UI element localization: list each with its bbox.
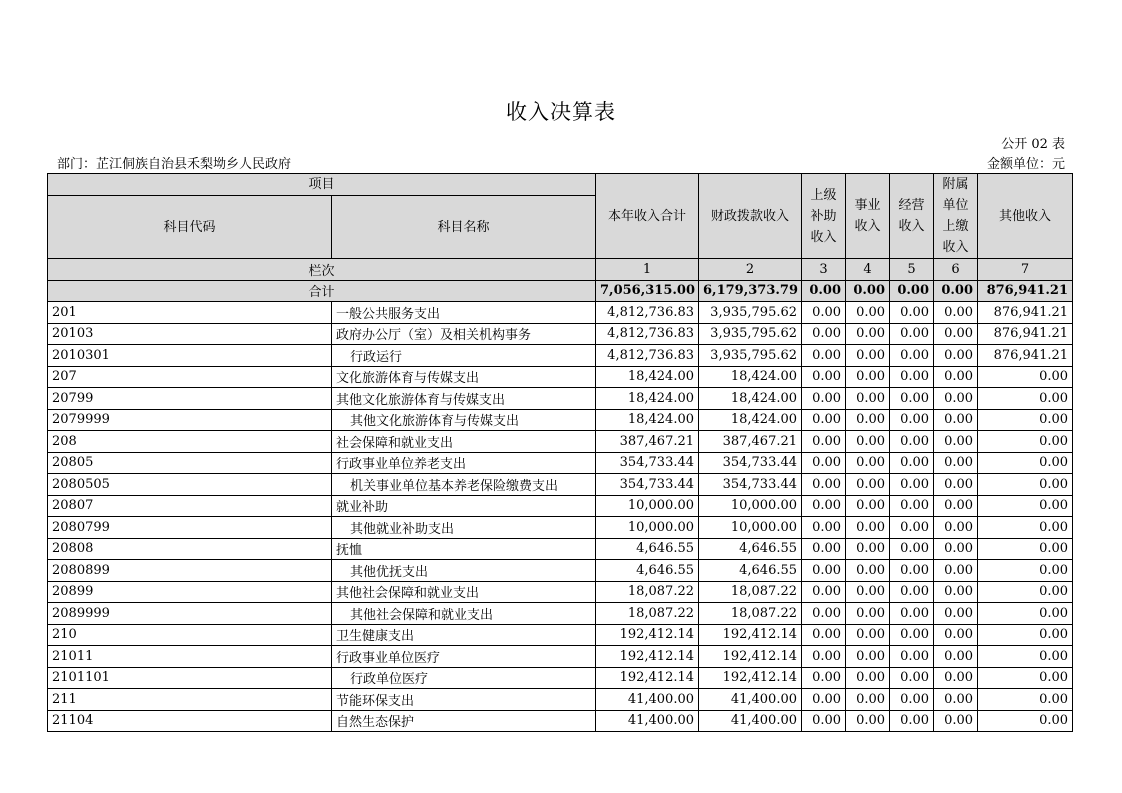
table-row: [48, 409, 1073, 431]
header-superior-subsidy: 上级 补助 收入: [802, 174, 846, 259]
amount-cell: 0.00: [890, 710, 934, 732]
amount-cell: 41,400.00: [699, 710, 802, 732]
amount-cell: 4,812,736.83: [596, 323, 699, 345]
subject-code: 2080799: [48, 517, 332, 539]
amount-cell: 876,941.21: [978, 323, 1073, 345]
amount-cell: 0.00: [890, 474, 934, 496]
amount-cell: 18,087.22: [596, 603, 699, 625]
amount-cell: 0.00: [934, 452, 978, 474]
amount-cell: 0.00: [846, 517, 890, 539]
table-row: [48, 431, 1073, 453]
amount-cell: 0.00: [802, 624, 846, 646]
amount-cell: 0.00: [802, 495, 846, 517]
amount-cell: 10,000.00: [596, 495, 699, 517]
amount-cell: 0.00: [978, 474, 1073, 496]
subject-name: 行政事业单位养老支出: [332, 452, 596, 474]
amount-unit-label: 金额单位：元: [986, 157, 1065, 172]
subject-code: 2010301: [48, 345, 332, 367]
subject-name: 文化旅游体育与传媒支出: [332, 366, 596, 388]
amount-cell: 0.00: [978, 517, 1073, 539]
amount-cell: 10,000.00: [699, 495, 802, 517]
amount-cell: 354,733.44: [596, 474, 699, 496]
amount-cell: 387,467.21: [596, 431, 699, 453]
table-row: [48, 345, 1073, 367]
amount-cell: 0.00: [802, 646, 846, 668]
amount-cell: 192,412.14: [596, 624, 699, 646]
total-value: 0.00: [846, 280, 890, 302]
total-label: 合计: [48, 280, 596, 302]
header-total-income: 本年收入合计: [596, 174, 699, 259]
amount-cell: 192,412.14: [699, 624, 802, 646]
subject-name: 其他就业补助支出: [332, 517, 596, 539]
subject-code: 2101101: [48, 667, 332, 689]
amount-cell: 0.00: [978, 452, 1073, 474]
subject-name: 其他文化旅游体育与传媒支出: [332, 388, 596, 410]
amount-cell: 3,935,795.62: [699, 302, 802, 324]
amount-cell: 0.00: [802, 710, 846, 732]
subject-name: 社会保障和就业支出: [332, 431, 596, 453]
column-number: 6: [934, 259, 978, 281]
total-value: 876,941.21: [978, 280, 1073, 302]
table-row: [48, 517, 1073, 539]
amount-cell: 0.00: [934, 603, 978, 625]
amount-cell: 0.00: [802, 538, 846, 560]
amount-cell: 41,400.00: [699, 689, 802, 711]
table-row: [48, 495, 1073, 517]
amount-cell: 0.00: [846, 538, 890, 560]
header-business-income: 事业 收入: [846, 174, 890, 259]
subject-name: 其他文化旅游体育与传媒支出: [332, 409, 596, 431]
amount-cell: 0.00: [846, 581, 890, 603]
total-row: [48, 280, 1073, 302]
amount-cell: 0.00: [934, 388, 978, 410]
amount-cell: 0.00: [802, 581, 846, 603]
amount-cell: 0.00: [978, 388, 1073, 410]
subject-name: 政府办公厅（室）及相关机构事务: [332, 323, 596, 345]
amount-cell: 354,733.44: [699, 452, 802, 474]
amount-cell: 0.00: [934, 667, 978, 689]
amount-cell: 0.00: [934, 323, 978, 345]
subject-code: 210: [48, 624, 332, 646]
amount-cell: 0.00: [802, 302, 846, 324]
subject-code: 2080505: [48, 474, 332, 496]
amount-cell: 0.00: [846, 345, 890, 367]
amount-cell: 0.00: [890, 581, 934, 603]
amount-cell: 0.00: [978, 603, 1073, 625]
subject-name: 卫生健康支出: [332, 624, 596, 646]
form-number: 公开 02 表: [1001, 137, 1065, 152]
subject-name: 一般公共服务支出: [332, 302, 596, 324]
header-affiliated-income: 附属 单位 上缴 收入: [934, 174, 978, 259]
table-row: [48, 302, 1073, 324]
amount-cell: 0.00: [890, 431, 934, 453]
amount-cell: 0.00: [978, 581, 1073, 603]
amount-cell: 0.00: [802, 409, 846, 431]
amount-cell: 0.00: [978, 409, 1073, 431]
subject-code: 20103: [48, 323, 332, 345]
amount-cell: 0.00: [978, 431, 1073, 453]
amount-cell: 0.00: [802, 667, 846, 689]
amount-cell: 10,000.00: [596, 517, 699, 539]
column-number: 2: [699, 259, 802, 281]
subject-name: 行政单位医疗: [332, 667, 596, 689]
amount-cell: 387,467.21: [699, 431, 802, 453]
amount-cell: 0.00: [890, 302, 934, 324]
header-subject-code: 科目代码: [48, 196, 332, 259]
table-row: [48, 624, 1073, 646]
amount-cell: 18,424.00: [596, 366, 699, 388]
subject-name: 其他优抚支出: [332, 560, 596, 582]
amount-cell: 0.00: [934, 517, 978, 539]
subject-code: 20799: [48, 388, 332, 410]
amount-cell: 0.00: [934, 302, 978, 324]
subject-code: 207: [48, 366, 332, 388]
subject-code: 20807: [48, 495, 332, 517]
amount-cell: 0.00: [890, 689, 934, 711]
amount-cell: 0.00: [846, 603, 890, 625]
amount-cell: 0.00: [890, 388, 934, 410]
amount-cell: 0.00: [846, 431, 890, 453]
amount-cell: 18,424.00: [596, 388, 699, 410]
amount-cell: 0.00: [978, 646, 1073, 668]
amount-cell: 0.00: [934, 710, 978, 732]
column-number: 4: [846, 259, 890, 281]
table-row: [48, 560, 1073, 582]
amount-cell: 0.00: [890, 452, 934, 474]
department-label: 部门：芷江侗族自治县禾梨坳乡人民政府: [57, 157, 292, 172]
table-row: [48, 603, 1073, 625]
amount-cell: 192,412.14: [596, 646, 699, 668]
amount-cell: 0.00: [846, 366, 890, 388]
amount-cell: 0.00: [802, 388, 846, 410]
amount-cell: 0.00: [934, 409, 978, 431]
amount-cell: 0.00: [890, 624, 934, 646]
amount-cell: 0.00: [802, 474, 846, 496]
amount-cell: 0.00: [890, 646, 934, 668]
amount-cell: 192,412.14: [596, 667, 699, 689]
amount-cell: 0.00: [890, 345, 934, 367]
amount-cell: 0.00: [846, 646, 890, 668]
column-number: 5: [890, 259, 934, 281]
column-number: 1: [596, 259, 699, 281]
amount-cell: 0.00: [934, 689, 978, 711]
amount-cell: 3,935,795.62: [699, 345, 802, 367]
subject-code: 20808: [48, 538, 332, 560]
page-title: 收入决算表: [506, 100, 616, 124]
amount-cell: 4,646.55: [699, 560, 802, 582]
amount-cell: 18,424.00: [596, 409, 699, 431]
column-number: 7: [978, 259, 1073, 281]
amount-cell: 18,087.22: [596, 581, 699, 603]
subject-name: 抚恤: [332, 538, 596, 560]
amount-cell: 4,646.55: [596, 538, 699, 560]
amount-cell: 0.00: [802, 366, 846, 388]
amount-cell: 0.00: [890, 495, 934, 517]
amount-cell: 876,941.21: [978, 345, 1073, 367]
amount-cell: 0.00: [802, 689, 846, 711]
table-row: [48, 388, 1073, 410]
amount-cell: 192,412.14: [699, 646, 802, 668]
amount-cell: 0.00: [978, 560, 1073, 582]
amount-cell: 41,400.00: [596, 689, 699, 711]
amount-cell: 0.00: [802, 560, 846, 582]
amount-cell: 0.00: [802, 452, 846, 474]
amount-cell: 0.00: [890, 603, 934, 625]
subject-name: 机关事业单位基本养老保险缴费支出: [332, 474, 596, 496]
amount-cell: 876,941.21: [978, 302, 1073, 324]
header-item: 项目: [48, 174, 596, 196]
table-row: [48, 581, 1073, 603]
subject-code: 21011: [48, 646, 332, 668]
total-value: 6,179,373.79: [699, 280, 802, 302]
amount-cell: 0.00: [846, 409, 890, 431]
amount-cell: 0.00: [978, 689, 1073, 711]
amount-cell: 0.00: [978, 538, 1073, 560]
amount-cell: 18,424.00: [699, 388, 802, 410]
table-row: [48, 710, 1073, 732]
amount-cell: 0.00: [802, 431, 846, 453]
amount-cell: 0.00: [846, 495, 890, 517]
subject-name: 节能环保支出: [332, 689, 596, 711]
subject-name: 行政运行: [332, 345, 596, 367]
income-table: [47, 173, 1073, 732]
subject-code: 2079999: [48, 409, 332, 431]
subject-name: 行政事业单位医疗: [332, 646, 596, 668]
subject-code: 20899: [48, 581, 332, 603]
amount-cell: 0.00: [934, 581, 978, 603]
header-operation-income: 经营 收入: [890, 174, 934, 259]
subject-code: 2080899: [48, 560, 332, 582]
amount-cell: 0.00: [890, 409, 934, 431]
column-number-label: 栏次: [48, 259, 596, 281]
subject-code: 211: [48, 689, 332, 711]
amount-cell: 0.00: [802, 323, 846, 345]
column-number-row: [48, 259, 1073, 281]
amount-cell: 0.00: [978, 495, 1073, 517]
table-row: [48, 646, 1073, 668]
amount-cell: 18,424.00: [699, 409, 802, 431]
amount-cell: 0.00: [890, 560, 934, 582]
amount-cell: 0.00: [846, 388, 890, 410]
column-number: 3: [802, 259, 846, 281]
amount-cell: 0.00: [802, 603, 846, 625]
amount-cell: 4,812,736.83: [596, 302, 699, 324]
amount-cell: 0.00: [846, 560, 890, 582]
amount-cell: 0.00: [934, 624, 978, 646]
amount-cell: 0.00: [978, 667, 1073, 689]
amount-cell: 0.00: [846, 624, 890, 646]
amount-cell: 3,935,795.62: [699, 323, 802, 345]
amount-cell: 0.00: [846, 710, 890, 732]
header-other-income: 其他收入: [978, 174, 1073, 259]
total-value: 0.00: [802, 280, 846, 302]
amount-cell: 0.00: [890, 517, 934, 539]
header-fiscal-income: 财政拨款收入: [699, 174, 802, 259]
table-row: [48, 323, 1073, 345]
table-row: [48, 667, 1073, 689]
table-row: [48, 474, 1073, 496]
amount-cell: 0.00: [934, 495, 978, 517]
subject-name: 其他社会保障和就业支出: [332, 603, 596, 625]
amount-cell: 0.00: [890, 323, 934, 345]
amount-cell: 0.00: [846, 452, 890, 474]
total-value: 7,056,315.00: [596, 280, 699, 302]
amount-cell: 0.00: [934, 646, 978, 668]
amount-cell: 0.00: [802, 517, 846, 539]
amount-cell: 0.00: [846, 667, 890, 689]
header-subject-name: 科目名称: [332, 196, 596, 259]
amount-cell: 0.00: [934, 345, 978, 367]
amount-cell: 10,000.00: [699, 517, 802, 539]
amount-cell: 0.00: [934, 560, 978, 582]
amount-cell: 0.00: [890, 366, 934, 388]
subject-name: 自然生态保护: [332, 710, 596, 732]
amount-cell: 0.00: [934, 538, 978, 560]
amount-cell: 0.00: [978, 624, 1073, 646]
amount-cell: 0.00: [802, 345, 846, 367]
subject-code: 21104: [48, 710, 332, 732]
amount-cell: 0.00: [934, 474, 978, 496]
subject-code: 20805: [48, 452, 332, 474]
amount-cell: 0.00: [978, 366, 1073, 388]
table-row: [48, 452, 1073, 474]
amount-cell: 0.00: [846, 474, 890, 496]
subject-code: 201: [48, 302, 332, 324]
subject-name: 就业补助: [332, 495, 596, 517]
amount-cell: 0.00: [890, 538, 934, 560]
table-row: [48, 538, 1073, 560]
subject-code: 2089999: [48, 603, 332, 625]
amount-cell: 18,087.22: [699, 603, 802, 625]
total-value: 0.00: [890, 280, 934, 302]
table-row: [48, 366, 1073, 388]
amount-cell: 0.00: [934, 431, 978, 453]
subject-code: 208: [48, 431, 332, 453]
amount-cell: 0.00: [934, 366, 978, 388]
amount-cell: 18,087.22: [699, 581, 802, 603]
amount-cell: 354,733.44: [699, 474, 802, 496]
subject-name: 其他社会保障和就业支出: [332, 581, 596, 603]
amount-cell: 4,646.55: [699, 538, 802, 560]
amount-cell: 354,733.44: [596, 452, 699, 474]
total-value: 0.00: [934, 280, 978, 302]
amount-cell: 0.00: [890, 667, 934, 689]
amount-cell: 192,412.14: [699, 667, 802, 689]
amount-cell: 0.00: [846, 302, 890, 324]
amount-cell: 41,400.00: [596, 710, 699, 732]
table-row: [48, 689, 1073, 711]
amount-cell: 0.00: [978, 710, 1073, 732]
amount-cell: 0.00: [846, 689, 890, 711]
amount-cell: 4,812,736.83: [596, 345, 699, 367]
amount-cell: 18,424.00: [699, 366, 802, 388]
amount-cell: 0.00: [846, 323, 890, 345]
amount-cell: 4,646.55: [596, 560, 699, 582]
